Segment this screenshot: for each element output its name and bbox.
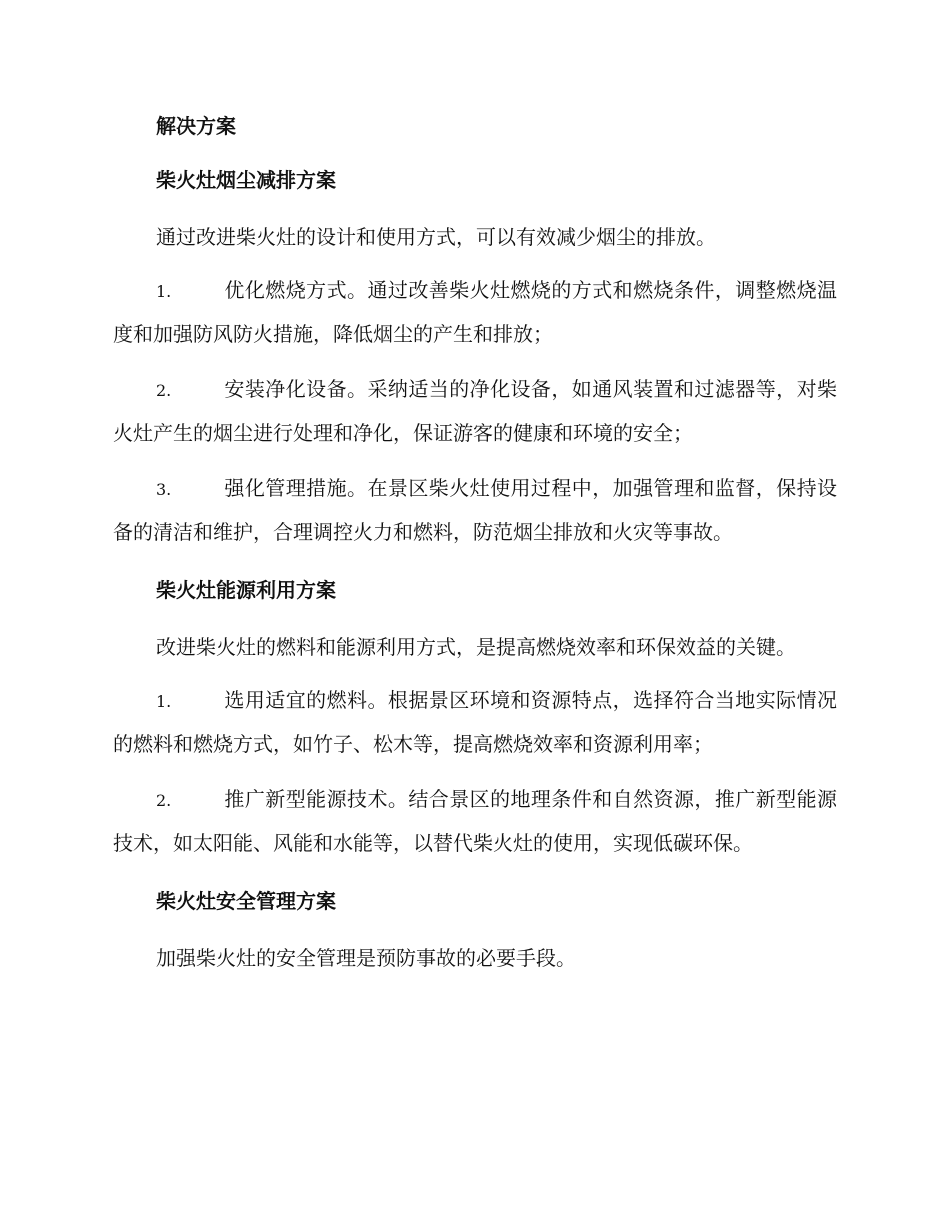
list-item xyxy=(113,269,837,356)
list-number: 2. xyxy=(156,381,172,400)
list-number: 2. xyxy=(156,791,172,810)
list-item-text: 强化管理措施。在景区柴火灶使用过程中，加强管理和监督，保持设备的清洁和维护，合理调控火力和燃料，防范烟尘排放和火灾等事故。 xyxy=(113,476,837,544)
list-number: 1. xyxy=(156,282,172,301)
list-item-text: 推广新型能源技术。结合景区的地理条件和自然资源，推广新型能源技术，如太阳能、风能和水能等，以替代柴火灶的使用，实现低碳环保。 xyxy=(113,787,837,855)
document-body xyxy=(113,108,837,980)
list-item-text: 选用适宜的燃料。根据景区环境和资源特点，选择符合当地实际情况的燃料和燃烧方式，如竹子、松木等，提高燃烧效率和资源利用率； xyxy=(113,688,837,756)
list-item xyxy=(113,368,837,455)
subsection-heading-emission: 柴火灶烟尘减排方案 xyxy=(156,168,336,192)
list-number: 1. xyxy=(156,692,172,711)
list-item xyxy=(113,679,837,766)
list-item xyxy=(113,467,837,554)
list-item xyxy=(113,778,837,865)
subsection-intro-safety: 加强柴火灶的安全管理是预防事故的必要手段。 xyxy=(156,946,576,970)
subsection-heading-energy: 柴火灶能源利用方案 xyxy=(156,578,336,602)
subsection-intro-energy: 改进柴火灶的燃料和能源利用方式，是提高燃烧效率和环保效益的关键。 xyxy=(156,635,796,659)
section-title: 解决方案 xyxy=(156,114,236,138)
subsection-heading-safety: 柴火灶安全管理方案 xyxy=(156,889,336,913)
list-item-text: 安装净化设备。采纳适当的净化设备，如通风装置和过滤器等，对柴火灶产生的烟尘进行处理和净化，保证游客的健康和环境的安全； xyxy=(113,377,837,445)
list-number: 3. xyxy=(156,480,172,499)
subsection-intro-emission: 通过改进柴火灶的设计和使用方式，可以有效减少烟尘的排放。 xyxy=(156,225,716,249)
list-item-text: 优化燃烧方式。通过改善柴火灶燃烧的方式和燃烧条件，调整燃烧温度和加强防风防火措施，降低烟尘的产生和排放； xyxy=(113,278,837,346)
